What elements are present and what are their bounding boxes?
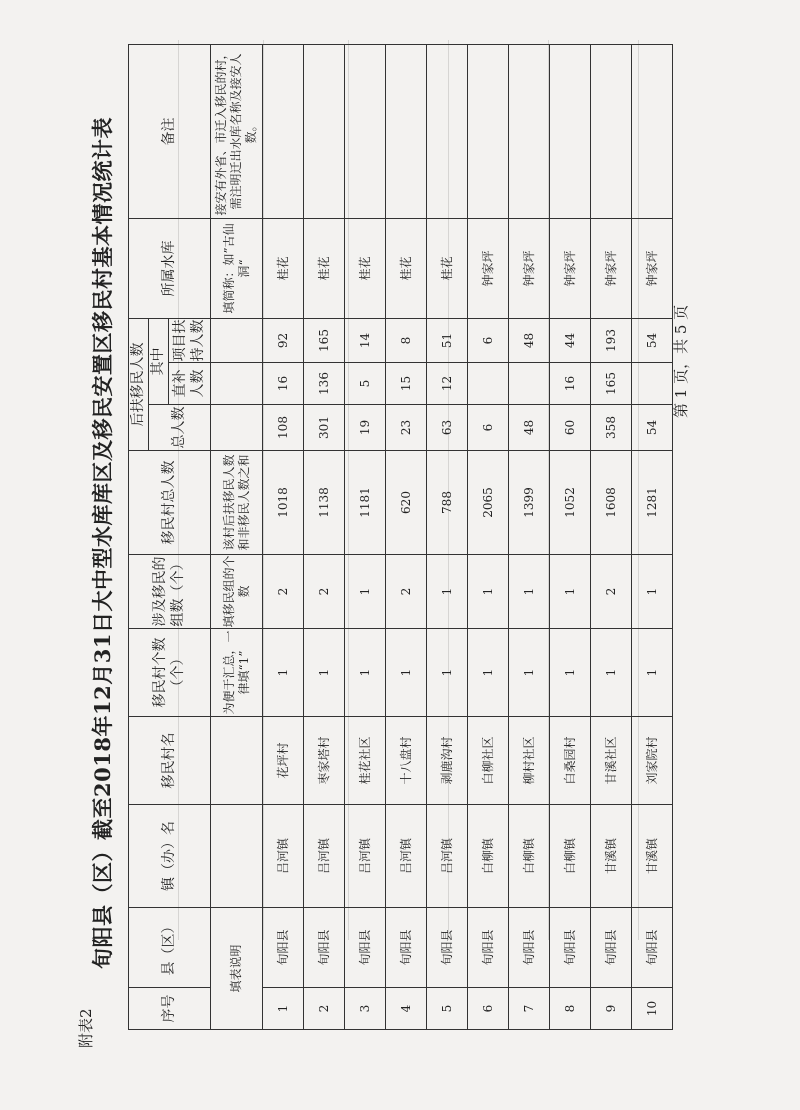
row-group-count: 1 — [427, 555, 468, 629]
notes-remarks: 接安有外省、市迁入移民的村，需注明迁出水库名称及接安人数。 — [211, 44, 263, 218]
row-town: 吕河镇 — [304, 805, 345, 908]
header-support-group: 后扶移民人数 — [129, 318, 149, 450]
row-support-total: 301 — [304, 405, 345, 451]
row-county: 旬阳县 — [304, 908, 345, 988]
row-county: 旬阳县 — [550, 908, 591, 988]
table-row — [263, 44, 304, 1029]
table-row — [509, 44, 550, 1029]
row-village: 十八盘村 — [386, 717, 427, 805]
rotated-document — [75, 38, 735, 1048]
row-reservoir: 钟家坪 — [509, 218, 550, 318]
row-seq: 10 — [632, 988, 673, 1030]
row-direct-subsidy — [468, 363, 509, 405]
row-seq: 9 — [591, 988, 632, 1030]
row-village: 枣家塔村 — [304, 717, 345, 805]
row-group-count: 1 — [509, 555, 550, 629]
row-direct-subsidy: 5 — [345, 363, 386, 405]
row-project-support: 165 — [304, 318, 345, 362]
row-support-total: 63 — [427, 405, 468, 451]
row-village-count: 1 — [386, 629, 427, 717]
row-direct-subsidy: 16 — [263, 363, 304, 405]
row-support-total: 19 — [345, 405, 386, 451]
notes-empty — [211, 405, 263, 451]
row-direct-subsidy: 12 — [427, 363, 468, 405]
row-county: 旬阳县 — [345, 908, 386, 988]
row-project-support: 51 — [427, 318, 468, 362]
row-total-pop: 1052 — [550, 451, 591, 555]
row-project-support: 44 — [550, 318, 591, 362]
row-town: 白柳镇 — [468, 805, 509, 908]
row-town: 甘溪镇 — [591, 805, 632, 908]
row-direct-subsidy: 165 — [591, 363, 632, 405]
row-total-pop: 788 — [427, 451, 468, 555]
row-reservoir: 桂花 — [263, 218, 304, 318]
row-total-pop: 1608 — [591, 451, 632, 555]
row-village: 花坪村 — [263, 717, 304, 805]
row-county: 旬阳县 — [386, 908, 427, 988]
table-title: 旬阳县（区）截至2018年12月31日大中型水库库区及移民安置区移民村基本情况统计表 — [90, 117, 115, 969]
row-village: 桂花社区 — [345, 717, 386, 805]
row-project-support: 193 — [591, 318, 632, 362]
row-town: 吕河镇 — [263, 805, 304, 908]
row-reservoir: 桂花 — [345, 218, 386, 318]
header-group-count: 涉及移民的组数（个） — [129, 555, 211, 629]
row-village: 白柳社区 — [468, 717, 509, 805]
row-seq: 4 — [386, 988, 427, 1030]
table-row — [550, 44, 591, 1029]
row-town: 甘溪镇 — [632, 805, 673, 908]
row-reservoir: 钟家坪 — [550, 218, 591, 318]
row-group-count: 1 — [345, 555, 386, 629]
table-row — [304, 44, 345, 1029]
table-row — [632, 44, 673, 1029]
notes-village-count: 为便于汇总，一律填“1” — [211, 629, 263, 717]
row-county: 旬阳县 — [427, 908, 468, 988]
row-support-total: 48 — [509, 405, 550, 451]
row-reservoir: 桂花 — [304, 218, 345, 318]
table-row — [345, 44, 386, 1029]
row-direct-subsidy: 16 — [550, 363, 591, 405]
row-total-pop: 1138 — [304, 451, 345, 555]
notes-reservoir: 填简称：如”古仙洞“ — [211, 218, 263, 318]
row-group-count: 2 — [263, 555, 304, 629]
row-remarks — [591, 44, 632, 218]
row-village: 白桑园村 — [550, 717, 591, 805]
header-total-pop: 移民村总人数 — [129, 451, 211, 555]
notes-empty — [211, 805, 263, 908]
row-project-support: 54 — [632, 318, 673, 362]
row-support-total: 358 — [591, 405, 632, 451]
header-project-support: 项目扶持人数 — [169, 318, 211, 362]
row-reservoir: 钟家坪 — [468, 218, 509, 318]
row-group-count: 2 — [304, 555, 345, 629]
header-seq: 序号 — [129, 988, 211, 1030]
notes-group-count: 填移民组的个数 — [211, 555, 263, 629]
row-village: 剥鹿沟村 — [427, 717, 468, 805]
row-county: 旬阳县 — [509, 908, 550, 988]
row-town: 吕河镇 — [427, 805, 468, 908]
row-direct-subsidy — [509, 363, 550, 405]
row-seq: 6 — [468, 988, 509, 1030]
row-total-pop: 1018 — [263, 451, 304, 555]
row-county: 旬阳县 — [632, 908, 673, 988]
row-remarks — [632, 44, 673, 218]
row-village-count: 1 — [304, 629, 345, 717]
notes-empty — [211, 363, 263, 405]
row-support-total: 6 — [468, 405, 509, 451]
row-total-pop: 1281 — [632, 451, 673, 555]
header-of-which: 其中 — [149, 318, 169, 404]
header-town: 镇（办）名 — [129, 805, 211, 908]
row-village-count: 1 — [550, 629, 591, 717]
row-total-pop: 620 — [386, 451, 427, 555]
row-remarks — [386, 44, 427, 218]
row-village-count: 1 — [591, 629, 632, 717]
row-remarks — [468, 44, 509, 218]
row-village-count: 1 — [427, 629, 468, 717]
table-row — [427, 44, 468, 1029]
row-reservoir: 钟家坪 — [632, 218, 673, 318]
header-remarks: 备注 — [129, 44, 211, 218]
header-direct-subsidy: 直补人数 — [169, 363, 211, 405]
row-direct-subsidy — [632, 363, 673, 405]
page-number: 第 1 页，共 5 页 — [672, 304, 690, 418]
row-village-count: 1 — [468, 629, 509, 717]
table-row — [591, 44, 632, 1029]
row-seq: 1 — [263, 988, 304, 1030]
row-support-total: 54 — [632, 405, 673, 451]
row-project-support: 14 — [345, 318, 386, 362]
row-project-support: 8 — [386, 318, 427, 362]
row-project-support: 92 — [263, 318, 304, 362]
row-remarks — [427, 44, 468, 218]
row-town: 吕河镇 — [386, 805, 427, 908]
row-direct-subsidy: 15 — [386, 363, 427, 405]
row-support-total: 60 — [550, 405, 591, 451]
row-town: 吕河镇 — [345, 805, 386, 908]
row-county: 旬阳县 — [263, 908, 304, 988]
row-county: 旬阳县 — [468, 908, 509, 988]
attachment-label: 附表2 — [77, 1008, 95, 1048]
statistics-table — [128, 44, 673, 1030]
row-group-count: 1 — [550, 555, 591, 629]
row-total-pop: 2065 — [468, 451, 509, 555]
row-village: 柳村社区 — [509, 717, 550, 805]
row-seq: 8 — [550, 988, 591, 1030]
row-remarks — [304, 44, 345, 218]
header-village-count: 移民村个数（个） — [129, 629, 211, 717]
row-total-pop: 1181 — [345, 451, 386, 555]
row-group-count: 1 — [632, 555, 673, 629]
row-village-count: 1 — [345, 629, 386, 717]
row-village-count: 1 — [263, 629, 304, 717]
row-support-total: 23 — [386, 405, 427, 451]
row-village-count: 1 — [632, 629, 673, 717]
row-total-pop: 1399 — [509, 451, 550, 555]
row-reservoir: 桂花 — [386, 218, 427, 318]
row-seq: 7 — [509, 988, 550, 1030]
row-remarks — [263, 44, 304, 218]
row-town: 白柳镇 — [509, 805, 550, 908]
row-group-count: 2 — [386, 555, 427, 629]
row-remarks — [509, 44, 550, 218]
notes-empty — [211, 717, 263, 805]
row-seq: 3 — [345, 988, 386, 1030]
header-support-total: 总人数 — [149, 405, 211, 451]
row-seq: 2 — [304, 988, 345, 1030]
header-county: 县（区） — [129, 908, 211, 988]
row-seq: 5 — [427, 988, 468, 1030]
notes-total-pop: 该村后扶移民人数和非移民人数之和 — [211, 451, 263, 555]
row-direct-subsidy: 136 — [304, 363, 345, 405]
row-project-support: 48 — [509, 318, 550, 362]
row-town: 白柳镇 — [550, 805, 591, 908]
row-support-total: 108 — [263, 405, 304, 451]
row-county: 旬阳县 — [591, 908, 632, 988]
row-reservoir: 钟家坪 — [591, 218, 632, 318]
table-row — [386, 44, 427, 1029]
header-reservoir: 所属水库 — [129, 218, 211, 318]
row-group-count: 2 — [591, 555, 632, 629]
notes-empty — [211, 318, 263, 362]
row-project-support: 6 — [468, 318, 509, 362]
row-remarks — [550, 44, 591, 218]
table-row — [468, 44, 509, 1029]
row-village: 刘家院村 — [632, 717, 673, 805]
row-group-count: 1 — [468, 555, 509, 629]
notes-label: 填表说明 — [211, 908, 263, 1030]
row-village: 甘溪社区 — [591, 717, 632, 805]
row-village-count: 1 — [509, 629, 550, 717]
row-reservoir: 桂花 — [427, 218, 468, 318]
row-remarks — [345, 44, 386, 218]
header-village: 移民村名 — [129, 717, 211, 805]
